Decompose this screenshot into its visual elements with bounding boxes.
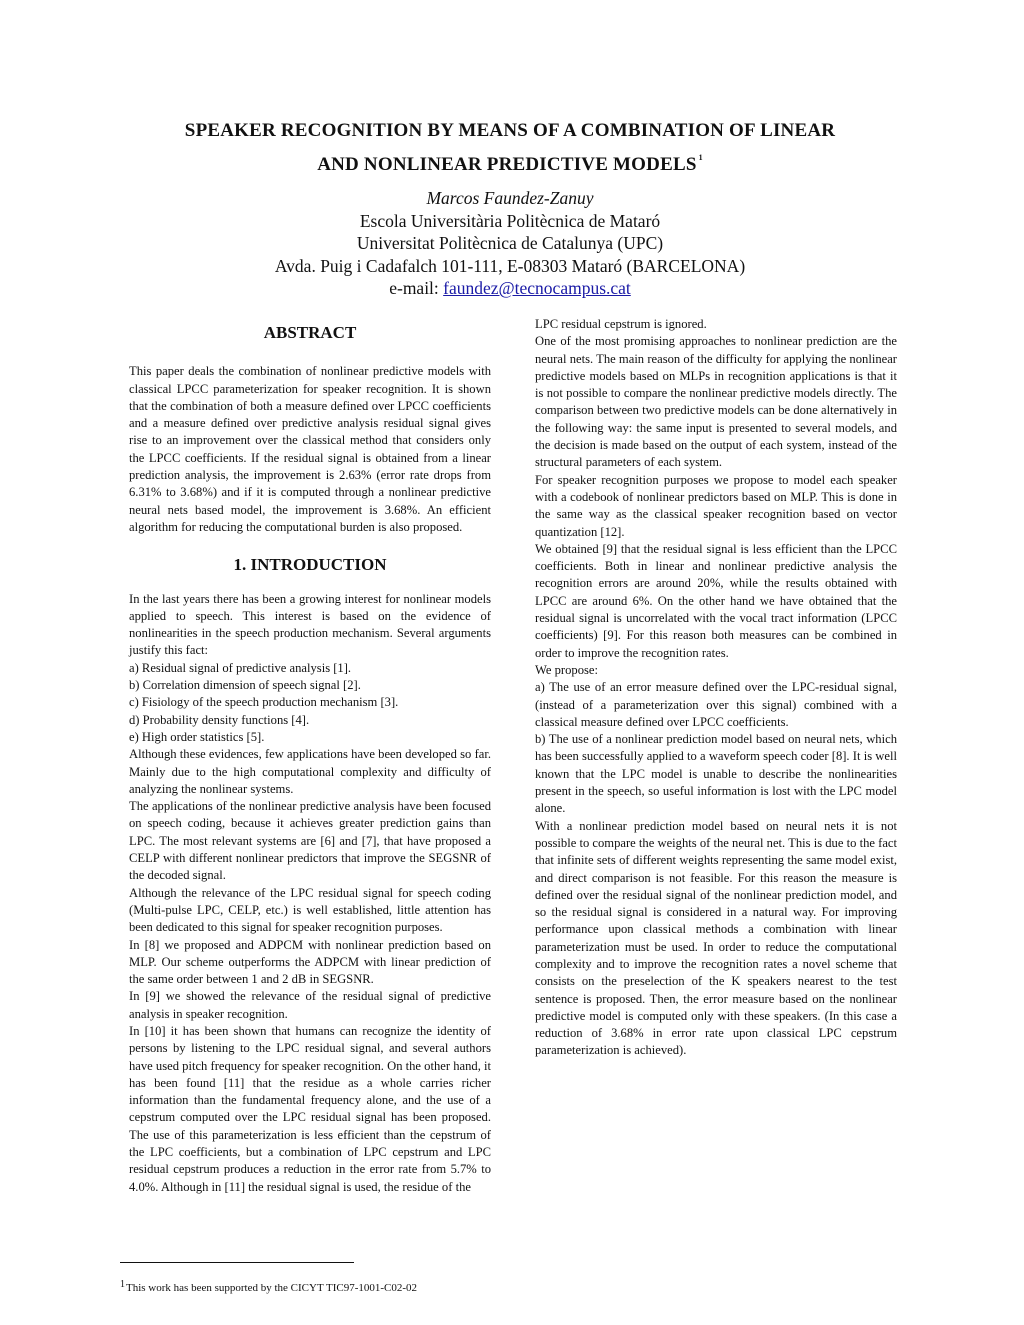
right-column: [535, 316, 897, 1060]
affiliation-university: Universitat Politècnica de Catalunya (UPC): [356, 233, 664, 253]
proposal-b: b) The use of a nonlinear prediction model based on neural nets, which has been successfully applied to a waveform speech coder [8]. It is well known that the LPC model is unable to describe the nonlinearities present in the speech, so useful information is lost with the LPC model alone.: [535, 732, 897, 816]
author-name: Marcos Faundez-Zanuy: [426, 188, 594, 208]
right-paragraph-1: One of the most promising approaches to nonlinear prediction are the neural nets. The main reason of the difficulty for applying the nonlinear predictive models based on MLPs in recognition applications is that it is not possible to compare the nonlinear predictive models directly. The comparison between two predictive models can be done alternatively in the following way: the same input is presented to several models, and the decision is made based on the output of each system, instead of the structural parameters of each system.: [535, 334, 897, 470]
postal-address: Avda. Puig i Cadafalch 101-111, E-08303 Mataró (BARCELONA): [274, 255, 746, 276]
affiliation-school: Escola Universitària Politècnica de Mataró: [359, 210, 661, 231]
proposal-a: a) The use of an error measure defined over the LPC-residual signal, (instead of a parameterization over this signal) combined with a classical measure defined over LPCC coefficients.: [535, 680, 897, 729]
intro-paragraph-5: In [8] we proposed and ADPCM with nonlinear prediction based on MLP. Our scheme outperforms the ADPCM with linear prediction of the same order between 1 and 2 dB in SEGSNR.: [129, 937, 491, 987]
right-paragraph-4: We propose:: [535, 662, 598, 677]
intro-paragraph-3: The applications of the nonlinear predictive analysis have been focused on speech coding, because it achieves greater prediction gains than LPC. The most relevant systems are [6] and [7], that have proposed a CELP with different nonlinear predictors that improve the SEGSNR of the decoded signal.: [129, 799, 491, 883]
intro-paragraph-7: In [10] it has been shown that humans can recognize the identity of persons by listening to the LPC residual signal, and several authors have used pitch frequency for speaker recognition. On the other hand, it has been found [11] that the residue as a whole carries richer information than the fundamental frequency alone, and the use of a cepstrum computed over the LPC residual signal has been proposed. The use of this parameterization is less efficient than the cepstrum of the LPC coefficients, but a combination of LPC cepstrum and LPC residual cepstrum produces a reduction in the error rate from 5.7% to 4.0%. Although in [11] the residual signal is used, the residue of the: [129, 1023, 491, 1194]
intro-paragraph-4: Although the relevance of the LPC residual signal for speech coding (Multi-pulse LPC, CELP, etc.) is well established, little attention has been dedicated to this signal for speaker recognition purposes.: [129, 885, 491, 935]
title-line-1: SPEAKER RECOGNITION BY MEANS OF A COMBINATION OF LINEAR: [184, 120, 836, 141]
list-item-c: c) Fisiology of the speech production mechanism [3].: [129, 695, 399, 710]
footnote-mark: 1: [120, 1279, 125, 1290]
email-link[interactable]: faundez@tecnocampus.cat: [443, 278, 631, 298]
intro-paragraph-6: In [9] we showed the relevance of the residual signal of predictive analysis in speaker recognition.: [129, 989, 491, 1021]
intro-paragraph-2: Although these evidences, few applications have been developed so far. Mainly due to the high computational complexity and difficulty of analyzing the nonlinear systems.: [129, 747, 491, 796]
right-paragraph-0: LPC residual cepstrum is ignored.: [535, 317, 707, 331]
footnote-text: This work has been supported by the CICYT TIC97-1001-C02-02: [126, 1282, 418, 1294]
footnote-divider: [120, 1262, 354, 1263]
paper-title: [120, 117, 900, 178]
list-item-d: d) Probability density functions [4].: [129, 712, 310, 727]
list-item-b: b) Correlation dimension of speech signal [2].: [129, 678, 361, 693]
author-block: [160, 187, 860, 300]
intro-paragraph-1: In the last years there has been a growing interest for nonlinear models applied to speech. This interest is based on the evidence of nonlinearities in the speech production mechanism. Several arguments justify this fact:: [129, 591, 491, 658]
title-line-2: [120, 144, 900, 178]
list-item-a: a) Residual signal of predictive analysis [1].: [129, 660, 352, 675]
abstract-text: This paper deals the combination of nonlinear predictive models with classical LPCC parameterization for speaker recognition. It is shown that the combination of both a measure defined over LPCC coefficients and a measure defined over predictive analysis residual signal gives rise to an improvement over the classical method that considers only the LPCC coefficients. If the residual signal is obtained from a linear prediction analysis, the improvement is 2.63% (error rate drops from 6.31% to 3.68%) and if it is computed through a nonlinear predictive neural nets based model, the improvement is 3.68%. An efficient algorithm for reducing the computational burden is also proposed.: [129, 364, 491, 534]
list-item-e: e) High order statistics [5].: [129, 729, 265, 744]
title-line-2-text: AND NONLINEAR PREDICTIVE MODELS: [317, 154, 697, 175]
introduction-heading: 1. INTRODUCTION: [233, 555, 387, 575]
footnote: [120, 1279, 417, 1294]
email-label: e-mail:: [389, 278, 444, 298]
title-footnote-mark: 1: [698, 153, 703, 162]
right-paragraph-7: With a nonlinear prediction model based on neural nets it is not possible to compare the weights of the neural net. This is due to the fact that infinite sets of different weights representing the same model exist, and direct comparison is not feasible. For this reason the measure is defined over the residual signal of the nonlinear prediction model, and so the residual signal is considered in a natural way. For improving performance upon classical methods a combination with linear parameterization must be used. In order to reduce the computational complexity and to improve the recognition rates a novel scheme that consists on the preselection of the K speakers nearest to the test sentence is proposed. Then, the error measure based on the nonlinear predictive model is computed only with these speakers. (In this case a reduction of 3.68% in error rate upon classical LPC cepstrum parameterization is achieved).: [535, 818, 897, 1058]
email-line: [160, 277, 860, 300]
right-paragraph-2: For speaker recognition purposes we propose to model each speaker with a codebook of nonlinear predictors based on MLP. This is done in the same way as the classical speaker recognition based on vector quantization [12].: [535, 472, 897, 539]
right-paragraph-3: We obtained [9] that the residual signal is less efficient than the LPCC coefficients. Both in linear and nonlinear predictive analysis the recognition errors are around 20%, while the results obtained with LPCC are around 6%. On the other hand we have obtained that the residual signal is uncorrelated with the vocal tract information (LPCC coefficients) [9]. For this reason both measures can be combined in order to improve the recognition rates.: [535, 541, 897, 660]
left-column: [129, 320, 491, 1196]
abstract-heading: ABSTRACT: [263, 323, 357, 342]
